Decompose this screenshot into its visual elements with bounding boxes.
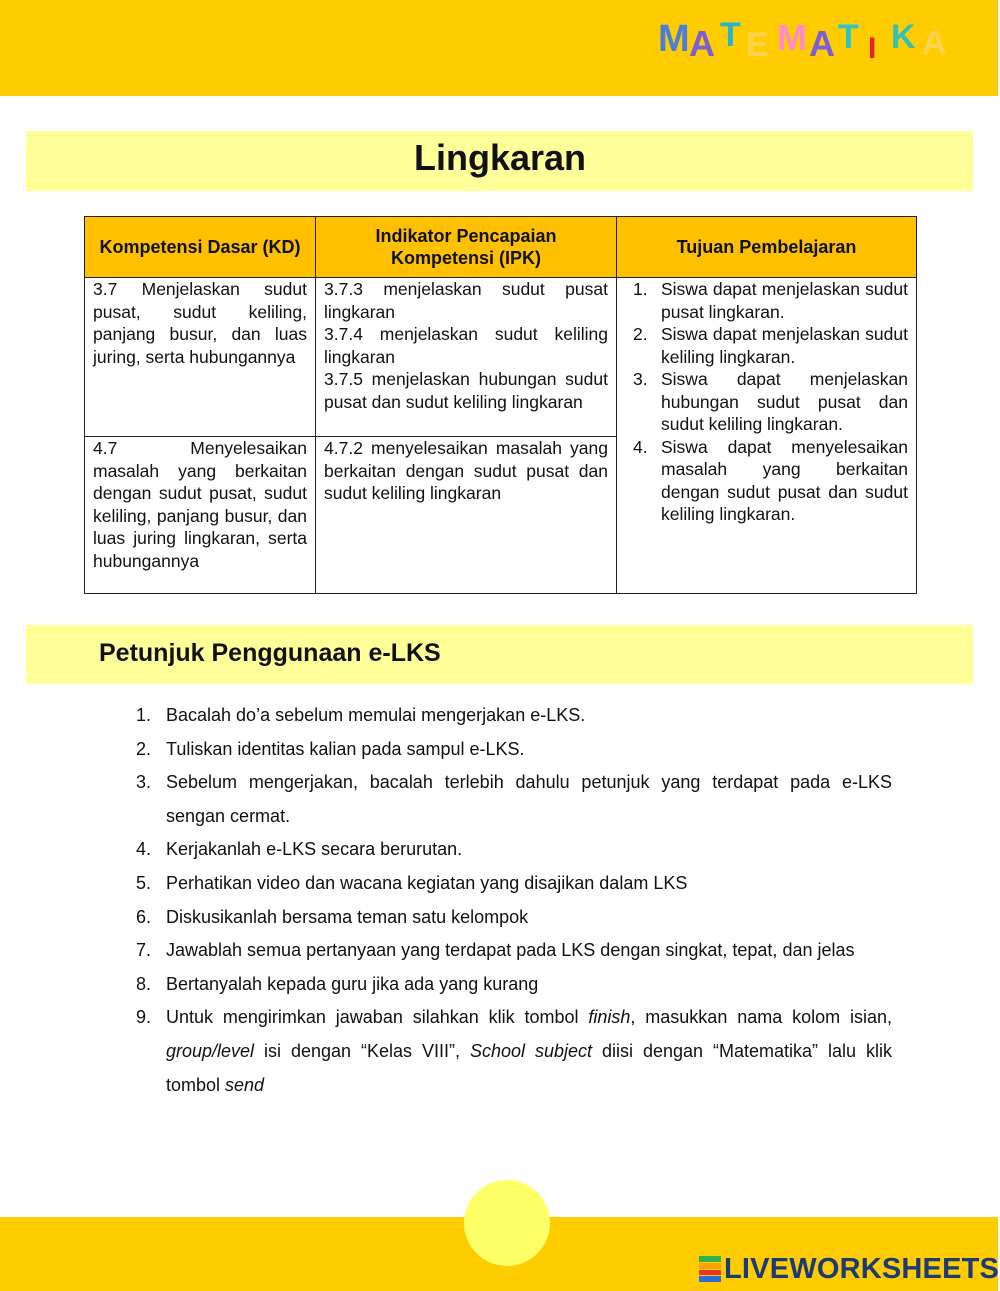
- matematika-logo: [658, 14, 958, 74]
- list-item: 7. Jawablah semua pertanyaan yang terdapat pada LKS dengan singkat, tepat, dan jelas: [136, 940, 855, 961]
- list-item: 3. Sebelum mengerjakan, bacalah terlebih dahulu petunjuk yang terdapat pada e-LKS sengan cermat.: [136, 772, 892, 826]
- table-row: [85, 278, 917, 437]
- list-item: 2. Tuliskan identitas kalian pada sampul e-LKS.: [136, 738, 525, 759]
- logo-letter: A: [922, 24, 947, 62]
- header-ipk: Indikator Pencapaian Kompetensi (IPK): [316, 217, 617, 278]
- decorative-circle: [464, 1180, 550, 1266]
- logo-letter: T: [838, 18, 859, 56]
- logo-letter: I: [868, 32, 877, 65]
- list-item: 2. Siswa dapat menjelaskan sudut keliling lingkaran.: [633, 324, 908, 367]
- logo-letter: E: [746, 26, 769, 64]
- ipk-item: 3.7.4 menjelaskan sudut keliling lingkaran: [324, 324, 608, 367]
- kd-cell: 3.7 Menjelaskan sudut pusat, sudut keliling, panjang busur, dan luas juring, serta hubungannya: [85, 278, 316, 437]
- tujuan-list: [625, 278, 908, 526]
- logo-letter: A: [809, 23, 835, 64]
- liveworksheets-logo[interactable]: [699, 1254, 999, 1284]
- ipk-item: 4.7.2 menyelesaikan masalah yang berkaitan dengan sudut pusat dan sudut keliling lingkaran: [324, 438, 608, 503]
- liveworksheets-icon: [699, 1256, 721, 1282]
- logo-letter: K: [891, 18, 916, 56]
- logo-letter: T: [720, 16, 741, 54]
- list-item: 6. Diskusikanlah bersama teman satu kelompok: [136, 906, 529, 927]
- header-tujuan: Tujuan Pembelajaran: [617, 217, 917, 278]
- section-title: Petunjuk Penggunaan e-LKS: [99, 639, 441, 667]
- list-item: 1. Bacalah do’a sebelum memulai mengerjakan e-LKS.: [136, 705, 586, 725]
- logo-letter: A: [689, 23, 715, 64]
- tujuan-cell: [617, 278, 917, 594]
- icon-block: [699, 1256, 721, 1262]
- icon-block: [699, 1276, 721, 1282]
- list-item: 4. Kerjakanlah e-LKS secara berurutan.: [136, 839, 463, 860]
- list-item: 1. Siswa dapat menjelaskan sudut pusat lingkaran.: [633, 279, 908, 322]
- table-header-row: [85, 217, 917, 278]
- instructions-list: [130, 699, 892, 1102]
- page-title: Lingkaran: [413, 137, 587, 178]
- icon-block: [699, 1263, 721, 1269]
- list-item: 8. Bertanyalah kepada guru jika ada yang kurang: [136, 973, 539, 994]
- kd-cell: 4.7 Menyelesaikan masalah yang berkaitan dengan sudut pusat, sudut keliling, panjang busur, dan luas juring lingkaran, serta hubungannya: [85, 437, 316, 594]
- list-item: 9. Untuk mengirimkan jawaban silahkan klik tombol finish, masukkan nama kolom isian, group/level isi dengan “Kelas VIII”, School subject diisi dengan “Matematika” lalu klik tombol send: [136, 1007, 892, 1095]
- ipk-item: 3.7.5 menjelaskan hubungan sudut pusat dan sudut keliling lingkaran: [324, 369, 608, 412]
- header-kd: Kompetensi Dasar (KD): [85, 217, 316, 278]
- ipk-cell: [316, 437, 617, 594]
- ipk-item: 3.7.3 menjelaskan sudut pusat lingkaran: [324, 279, 608, 322]
- competency-table: [84, 216, 917, 594]
- icon-block: [699, 1270, 721, 1276]
- ipk-cell: [316, 278, 617, 437]
- list-item: 4. Siswa dapat menyelesaikan masalah yang berkaitan dengan sudut pusat dan sudut keliling lingkaran.: [633, 436, 908, 524]
- list-item: 5. Perhatikan video dan wacana kegiatan yang disajikan dalam LKS: [136, 872, 688, 893]
- list-item: 3. Siswa dapat menjelaskan hubungan sudut pusat dan sudut keliling lingkaran.: [633, 369, 908, 434]
- logo-letter: M: [658, 18, 690, 60]
- brand-text: LIVEWORKSHEETS: [724, 1252, 1000, 1285]
- logo-letter: M: [777, 17, 807, 58]
